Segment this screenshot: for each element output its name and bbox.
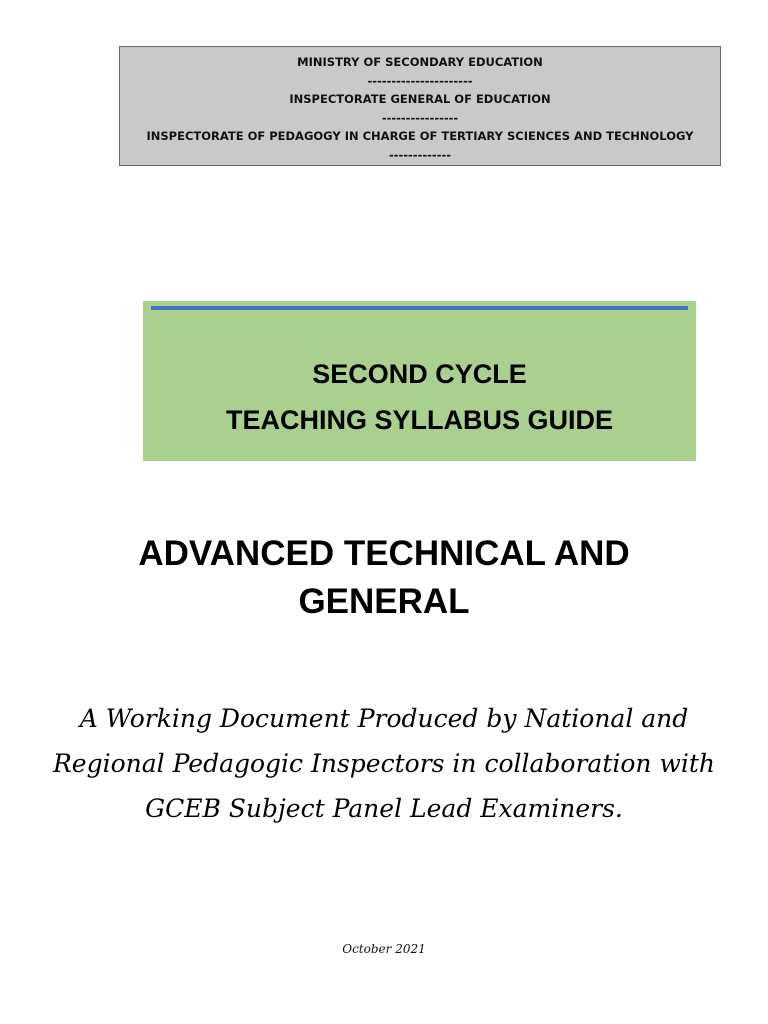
banner-top-rule	[151, 306, 688, 310]
header-separator: -------------	[388, 147, 452, 162]
syllabus-title-line2: TEACHING SYLLABUS GUIDE	[225, 405, 614, 435]
document-subtitle	[0, 696, 768, 831]
syllabus-banner	[143, 301, 696, 461]
header-separator: ----------------	[381, 110, 459, 125]
subtitle-line1: A Working Document Produced by National and	[79, 704, 689, 733]
document-title-line1: ADVANCED TECHNICAL AND	[138, 534, 630, 573]
inspectorate-pedagogy-name: INSPECTORATE OF PEDAGOGY IN CHARGE OF TERTIARY SCIENCES AND TECHNOLOGY	[146, 129, 694, 143]
syllabus-title-line1: SECOND CYCLE	[312, 359, 527, 389]
document-date: October 2021	[342, 942, 426, 956]
subtitle-line2: Regional Pedagogic Inspectors in collaboration with	[52, 749, 716, 778]
ministry-name: MINISTRY OF SECONDARY EDUCATION	[297, 55, 543, 69]
inspectorate-general-name: INSPECTORATE GENERAL OF EDUCATION	[289, 92, 551, 106]
subtitle-line3: GCEB Subject Panel Lead Examiners.	[145, 794, 623, 823]
syllabus-title	[143, 351, 696, 443]
header-separator: ----------------------	[367, 73, 473, 88]
ministry-header-box	[119, 46, 721, 166]
document-title	[100, 530, 668, 626]
document-title-line2: GENERAL	[298, 582, 470, 621]
